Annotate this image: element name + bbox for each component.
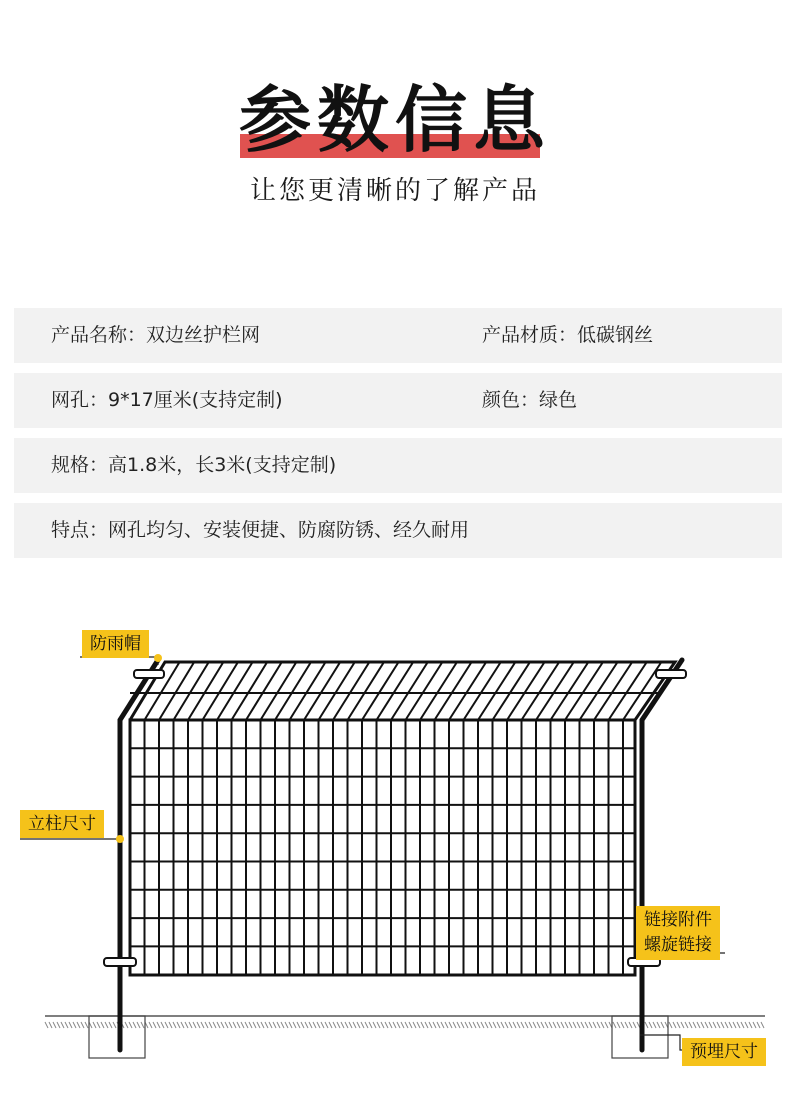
label-fitting-line1: 链接附件	[644, 910, 712, 930]
title-section	[0, 78, 790, 168]
spec-row	[14, 503, 782, 558]
clamp-bottom-left	[104, 958, 136, 966]
label-embed-size: 预埋尺寸	[682, 1038, 766, 1066]
fence-diagram	[0, 600, 790, 1096]
spec-material: 产品材质：低碳钢丝	[482, 324, 654, 346]
clamp-top-left	[134, 670, 164, 678]
mesh-panel	[130, 662, 675, 975]
spec-features: 特点：网孔均匀、安装便捷、防腐防锈、经久耐用	[51, 519, 470, 541]
spec-row	[14, 308, 782, 363]
ground-hatching	[45, 1016, 765, 1028]
spec-mesh-hole: 网孔：9*17厘米(支持定制)	[51, 389, 283, 411]
spec-color: 颜色：绿色	[482, 389, 578, 411]
page-subtitle: 让您更清晰的了解产品	[249, 176, 540, 206]
fence-illustration	[0, 600, 790, 1096]
spec-dimensions: 规格：高1.8米，长3米(支持定制)	[51, 454, 337, 476]
label-fitting	[636, 906, 720, 960]
spec-product-name: 产品名称：双边丝护栏网	[51, 324, 261, 346]
spec-row	[14, 373, 782, 428]
label-post-size: 立柱尺寸	[20, 810, 104, 838]
right-post	[642, 660, 682, 1050]
label-rain-cap: 防雨帽	[82, 630, 149, 658]
spec-row	[14, 438, 782, 493]
page-title: 参数信息	[238, 78, 551, 162]
label-fitting-line2: 螺旋链接	[644, 935, 712, 955]
clamp-top-right	[656, 670, 686, 678]
